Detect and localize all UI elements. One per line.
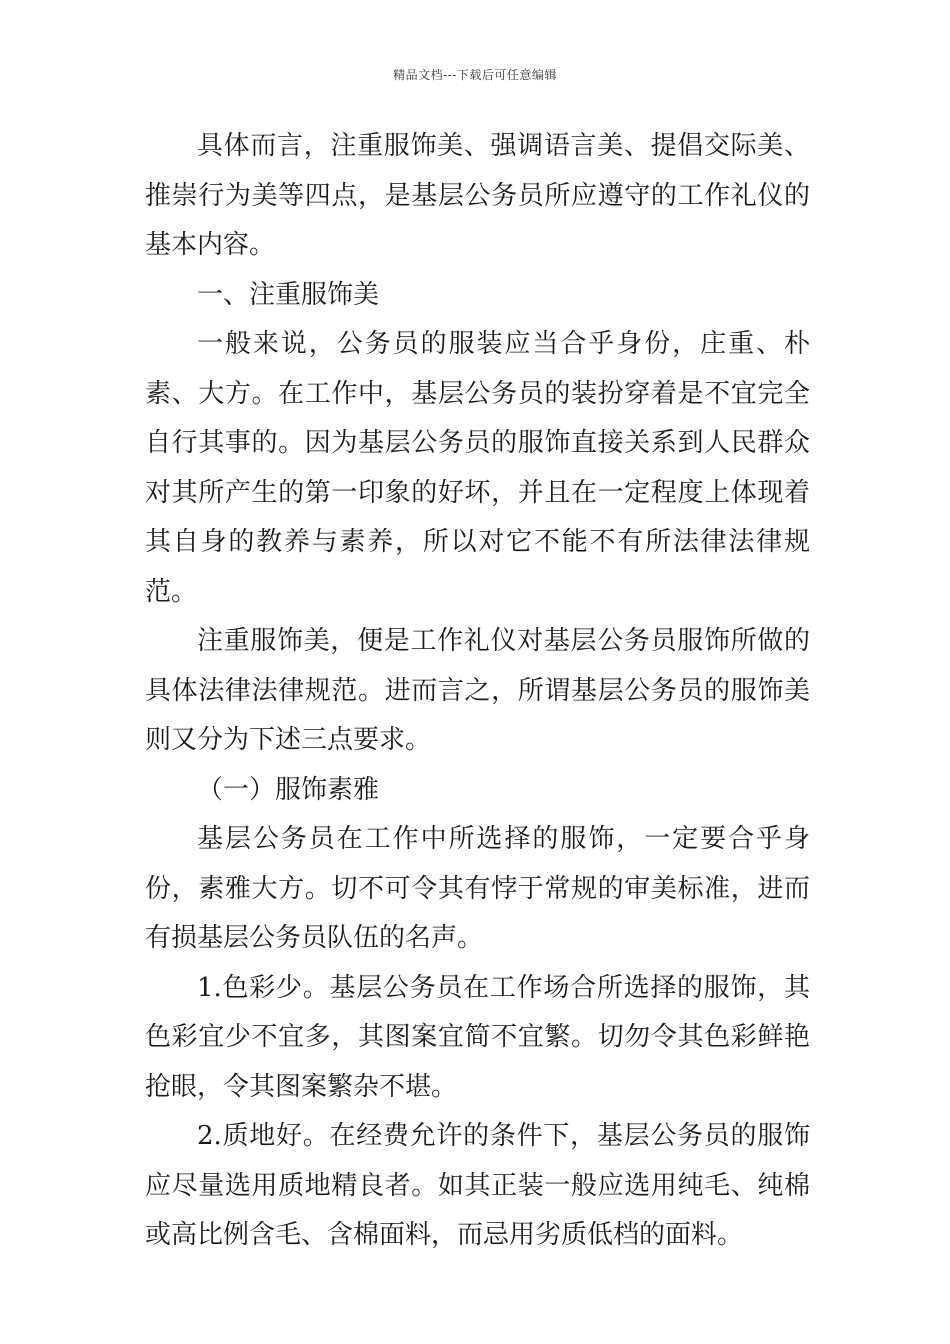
paragraph-attire-norms: 注重服饰美，便是工作礼仪对基层公务员服饰所做的具体法律法律规范。进而言之，所谓基层公务员的服饰美则又分为下述三点要求。 — [145, 626, 810, 755]
paragraph-item-1: 1.色彩少。基层公务员在工作场合所选择的服饰，其色彩宜少不宜多，其图案宜简不宜繁。切勿令其色彩鲜艳抢眼，令其图案繁杂不堪。 — [145, 972, 810, 1102]
document-body — [145, 122, 810, 1261]
paragraph-elegant: 基层公务员在工作中所选择的服饰，一定要合乎身份，素雅大方。切不可令其有悖于常规的审美标准，进而有损基层公务员队伍的名声。 — [145, 824, 810, 953]
subsection-heading-1: （一）服饰素雅 — [197, 774, 380, 805]
paragraph-item-2: 2.质地好。在经费允许的条件下，基层公务员的服饰应尽量选用质地精良者。如其正装一般应选用纯毛、纯棉或高比例含毛、含棉面料，而忌用劣质低档的面料。 — [145, 1121, 810, 1250]
paragraph-intro: 具体而言，注重服饰美、强调语言美、提倡交际美、推崇行为美等四点，是基层公务员所应遵守的工作礼仪的基本内容。 — [145, 131, 810, 260]
page-header: 精品文档---下载后可任意编辑 — [393, 68, 557, 82]
paragraph-general: 一般来说，公务员的服装应当合乎身份，庄重、朴素、大方。在工作中，基层公务员的装扮穿着是不宜完全自行其事的。因为基层公务员的服饰直接关系到人民群众对其所产生的第一印象的好坏，并且在一定程度上体现着其自身的教养与素养，所以对它不能不有所法律法律规范。 — [145, 329, 810, 607]
section-heading-1: 一、注重服饰美 — [197, 279, 380, 310]
